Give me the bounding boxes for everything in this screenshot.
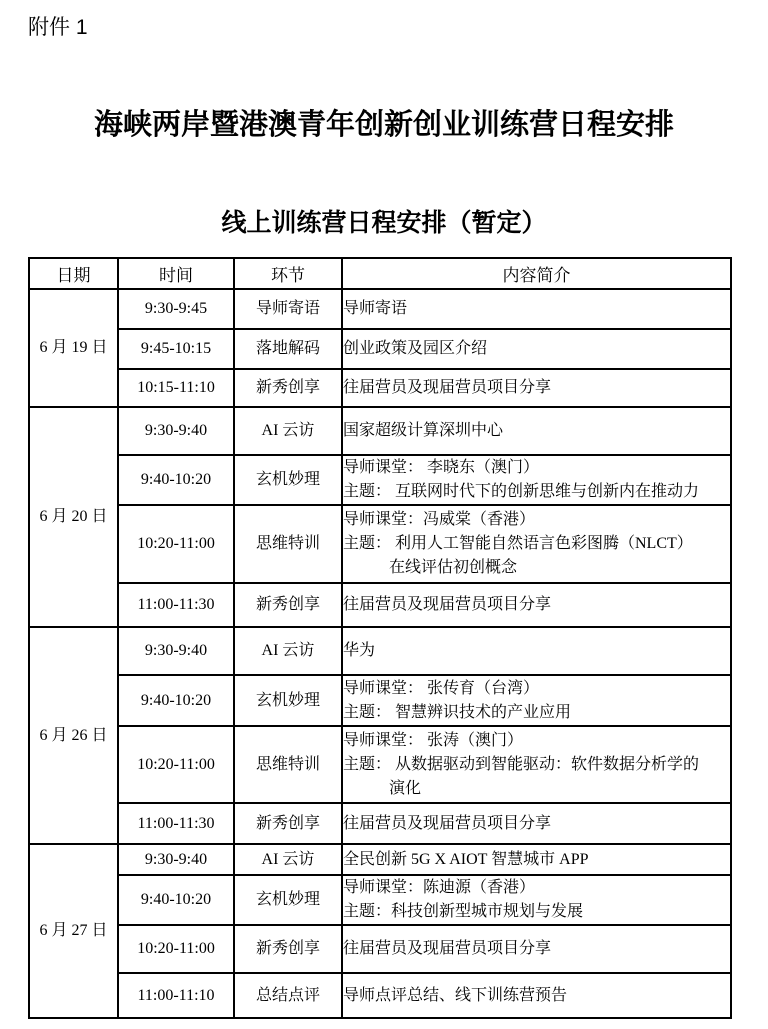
table-row [29, 455, 731, 505]
content-cell [342, 505, 731, 583]
session-cell: 玄机妙理 [234, 875, 342, 925]
session-cell: 新秀创享 [234, 369, 342, 407]
date-cell: 6 月 19 日 [29, 289, 118, 407]
content-line: 国家超级计算深圳中心 [343, 422, 504, 439]
session-cell: 玄机妙理 [234, 675, 342, 726]
content-line: 导师寄语 [343, 300, 408, 317]
content-line: 主题： 从数据驱动到智能驱动：软件数据分析学的 [343, 755, 700, 773]
attachment-label: 附件 1 [28, 16, 88, 39]
date-cell: 6 月 20 日 [29, 407, 118, 627]
time-cell: 11:00-11:10 [118, 973, 234, 1018]
time-cell: 10:20-11:00 [118, 505, 234, 583]
session-cell: 总结点评 [234, 973, 342, 1018]
table-row [29, 369, 731, 407]
session-cell: 玄机妙理 [234, 455, 342, 505]
content-cell [342, 726, 731, 803]
schedule-table [28, 257, 732, 1019]
time-cell: 9:30-9:40 [118, 844, 234, 875]
content-cell [342, 875, 731, 925]
time-cell: 9:40-10:20 [118, 875, 234, 925]
session-cell: 新秀创享 [234, 925, 342, 973]
session-cell: 新秀创享 [234, 583, 342, 627]
content-cell [342, 455, 731, 505]
table-row [29, 875, 731, 925]
content-cell [342, 289, 731, 329]
document-title: 海峡两岸暨港澳青年创新创业训练营日程安排 [93, 109, 674, 141]
table-row [29, 844, 731, 875]
time-cell: 9:40-10:20 [118, 455, 234, 505]
content-line: 全民创新 5G X AIOT 智慧城市 APP [343, 850, 589, 868]
content-line: 主题： 智慧辨识技术的产业应用 [343, 703, 572, 721]
content-line: 导师课堂： 张传育（台湾） [343, 679, 540, 697]
time-cell: 10:20-11:00 [118, 925, 234, 973]
session-cell: AI 云访 [234, 844, 342, 875]
content-line: 演化 [389, 779, 422, 797]
content-cell [342, 583, 731, 627]
content-line: 往届营员及现届营员项目分享 [343, 814, 552, 832]
session-cell: AI 云访 [234, 407, 342, 455]
content-line: 往届营员及现届营员项目分享 [343, 940, 552, 957]
session-cell: AI 云访 [234, 627, 342, 675]
content-line: 往届营员及现届营员项目分享 [343, 379, 552, 396]
content-line: 在线评估初创概念 [389, 559, 518, 576]
table-row [29, 505, 731, 583]
content-cell [342, 369, 731, 407]
content-line: 导师点评总结、线下训练营预告 [343, 986, 568, 1004]
header-session: 环节 [234, 258, 342, 289]
session-cell: 落地解码 [234, 329, 342, 369]
table-row [29, 329, 731, 369]
header-time: 时间 [118, 258, 234, 289]
content-cell [342, 973, 731, 1018]
table-row [29, 925, 731, 973]
table-header-row [29, 258, 731, 289]
time-cell: 11:00-11:30 [118, 803, 234, 844]
table-row [29, 803, 731, 844]
time-cell: 9:30-9:40 [118, 627, 234, 675]
content-line: 创业政策及园区介绍 [343, 340, 488, 357]
content-cell [342, 407, 731, 455]
content-line: 往届营员及现届营员项目分享 [343, 596, 552, 613]
content-cell [342, 844, 731, 875]
table-row [29, 675, 731, 726]
time-cell: 9:45-10:15 [118, 329, 234, 369]
header-date: 日期 [29, 258, 118, 289]
content-cell [342, 803, 731, 844]
date-cell: 6 月 26 日 [29, 627, 118, 844]
session-cell: 思维特训 [234, 505, 342, 583]
table-row [29, 289, 731, 329]
content-line: 导师课堂： 李晓东（澳门） [343, 459, 540, 476]
session-cell: 导师寄语 [234, 289, 342, 329]
content-line: 主题： 互联网时代下的创新思维与创新内在推动力 [343, 483, 700, 500]
content-cell [342, 329, 731, 369]
content-line: 导师课堂：冯威棠（香港） [343, 511, 536, 528]
document-subtitle: 线上训练营日程安排（暂定） [221, 209, 547, 237]
time-cell: 9:40-10:20 [118, 675, 234, 726]
content-line: 导师课堂：陈迪源（香港） [343, 879, 536, 896]
session-cell: 新秀创享 [234, 803, 342, 844]
table-row [29, 583, 731, 627]
header-content: 内容简介 [342, 258, 731, 289]
content-cell [342, 675, 731, 726]
content-line: 主题： 利用人工智能自然语言色彩图腾（NLCT） [343, 535, 693, 552]
content-line: 华为 [343, 642, 376, 659]
table-row [29, 726, 731, 803]
content-cell [342, 925, 731, 973]
date-cell: 6 月 27 日 [29, 844, 118, 1018]
content-cell [342, 627, 731, 675]
table-row [29, 627, 731, 675]
time-cell: 9:30-9:40 [118, 407, 234, 455]
content-line: 主题：科技创新型城市规划与发展 [343, 903, 584, 920]
time-cell: 11:00-11:30 [118, 583, 234, 627]
table-row [29, 407, 731, 455]
time-cell: 10:20-11:00 [118, 726, 234, 803]
time-cell: 9:30-9:45 [118, 289, 234, 329]
content-line: 导师课堂： 张涛（澳门） [343, 731, 524, 749]
time-cell: 10:15-11:10 [118, 369, 234, 407]
session-cell: 思维特训 [234, 726, 342, 803]
table-row [29, 973, 731, 1018]
